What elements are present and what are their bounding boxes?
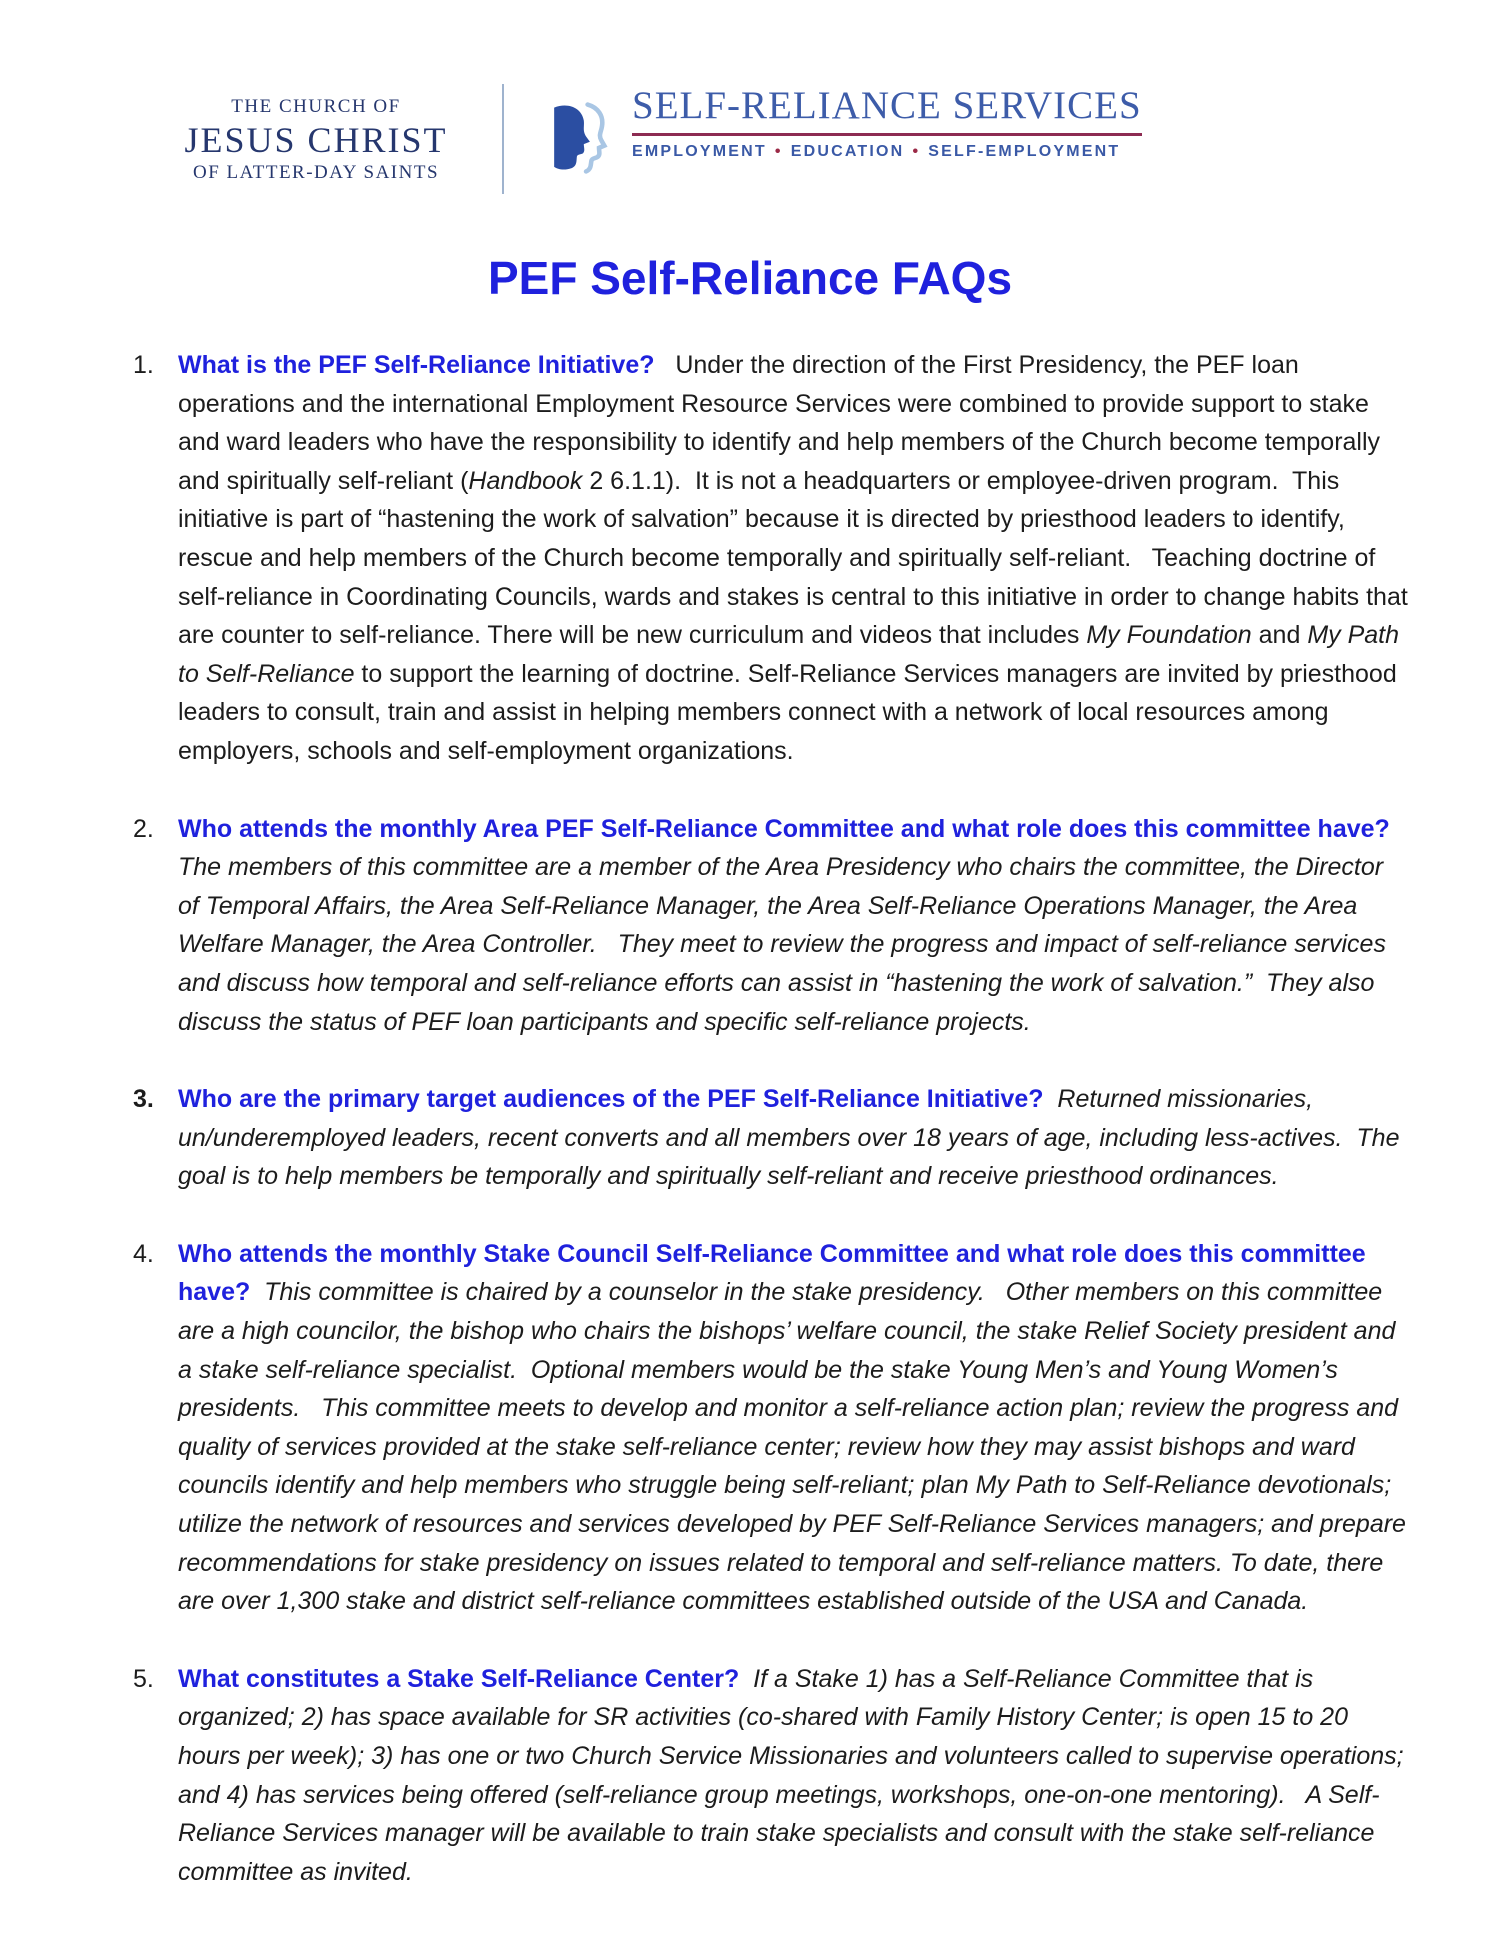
faq-item-text: [178, 810, 1408, 1042]
self-reliance-services-logo: [542, 84, 1142, 176]
tagline-employment: EMPLOYMENT: [632, 143, 767, 160]
faq-item-number: 2.: [133, 814, 154, 843]
faq-item-number: 5.: [133, 1664, 154, 1693]
faq-answer-segment: The members of this committee are a member of the Area Presidency who chairs the committee, the Director of Temporal Affairs, the Area Self-Reliance Manager, the Area Self-Reliance Operations Manager, the Area Welfare Manager, the Area Controller. They meet to review the progress and impact of self-reliance services and discuss how temporal and self-reliance efforts can assist in “hastening the work of salvation.” They also discuss the status of PEF loan participants and specific self-reliance projects.: [178, 814, 1404, 1036]
tagline-bullet: •: [774, 143, 783, 160]
tagline-bullet: •: [912, 143, 921, 160]
faq-item-number: 1.: [133, 351, 154, 379]
faq-question: Who attends the monthly Stake Council Self-Reliance Committee and what role does this committee have?: [178, 1239, 1373, 1307]
faq-answer-segment: My Foundation: [1086, 621, 1252, 650]
faq-item-text: [178, 1235, 1413, 1621]
tagline-self-employment: SELF-EMPLOYMENT: [928, 143, 1121, 160]
faq-list: [0, 346, 1500, 1891]
faq-question: Who attends the monthly Area PEF Self-Reliance Committee and what role does this committee have?: [178, 814, 1390, 843]
faq-item-text: [178, 1660, 1411, 1892]
page-title: PEF Self-Reliance FAQs: [487, 252, 1013, 304]
church-logo: [160, 84, 472, 186]
faq-item: [133, 810, 1408, 1042]
faq-answer-segment: My Path to Self-Reliance: [178, 621, 1406, 688]
self-reliance-logo-text: [632, 84, 1142, 161]
tagline-education: EDUCATION: [790, 143, 905, 160]
self-reliance-logo-title: SELF-RELIANCE SERVICES: [632, 84, 1142, 127]
logo-divider: [502, 84, 504, 194]
faq-answer-segment: Under the direction of the First Presidency, the PEF loan operations and the international Employment Resource Services were combined to provide support to stake and ward leaders who have the responsibility to identify and help members of the Church become temporally and spiritually self-reliant (: [178, 351, 1387, 495]
faq-question: What is the PEF Self-Reliance Initiative?: [178, 351, 655, 379]
faq-item: [133, 1080, 1408, 1196]
faq-item-number: 4.: [133, 1239, 154, 1268]
faq-item: [133, 1235, 1413, 1621]
faq-item: [133, 1660, 1411, 1892]
face-profile-icon: [542, 100, 618, 176]
faq-item-text: [178, 1080, 1408, 1196]
church-logo-line-2: JESUS CHRIST: [184, 120, 448, 160]
faq-answer-segment: If a Stake 1) has a Self-Reliance Committee that is organized; 2) has space available for SR activities (co-shared with Family History Center; is open 15 to 20 hours per week); 3) has one or two Church Service Missionaries and volunteers called to supervise operations; and 4) has services being offered (self-reliance group meetings, workshops, one-on-one mentoring). A Self-Reliance Services manager will be available to train stake specialists and consult with the stake self-reliance committee as invited.: [178, 1664, 1411, 1886]
faq-answer-segment: and: [1251, 621, 1308, 650]
faq-answer-segment: 2 6.1.1). It is not a headquarters or employee-driven program. This initiative is part of “hastening the work of salvation” because it is directed by priesthood leaders to identify, rescue and help members of the Church become temporally and spiritually self-reliant. Teaching doctrine of self-reliance in Coordinating Councils, wards and stakes is central to this initiative in order to change habits that are counter to self-reliance. There will be new curriculum and videos that includes: [178, 466, 1415, 650]
faq-answer-segment: to support the learning of doctrine. Self-Reliance Services managers are invited by priesthood leaders to consult, train and assist in helping members connect with a network of local resources among employers, schools and self-employment organizations.: [178, 659, 1404, 765]
faq-item-number: 3.: [133, 1085, 154, 1114]
document-header: [0, 0, 1500, 194]
church-logo-line-3: OF LATTER-DAY SAINTS: [192, 162, 440, 183]
faq-answer-segment: This committee is chaired by a counselor in the stake presidency. Other members on this committee are a high councilor, the bishop who chairs the bishops’ welfare council, the stake Relief Society president and a stake self-reliance specialist. Optional members would be the stake Young Men’s and Young Women’s presidents. This committee meets to develop and monitor a self-reliance action plan; review the progress and quality of services provided at the stake self-reliance center; review how they may assist bishops and ward councils identify and help members who struggle being self-reliant; plan My Path to Self-Reliance devotionals; utilize the network of resources and services developed by PEF Self-Reliance Services managers; and prepare recommendations for stake presidency on issues related to temporal and self-reliance matters. To date, there are over 1,300 stake and district self-reliance committees established outside of the USA and Canada.: [178, 1278, 1413, 1616]
faq-answer-segment: Handbook: [468, 466, 583, 495]
self-reliance-logo-tagline: [632, 143, 1142, 161]
faq-question: Who are the primary target audiences of the PEF Self-Reliance Initiative?: [178, 1085, 1044, 1114]
faq-item-text: [178, 346, 1415, 771]
church-logo-line-1: THE CHURCH OF: [231, 96, 401, 117]
logo-rule: [632, 133, 1142, 136]
faq-answer-segment: Returned missionaries, un/underemployed leaders, recent converts and all members over 18 years of age, including less-actives. The goal is to help members be temporally and spiritually self-reliant and receive priesthood ordinances.: [178, 1085, 1407, 1191]
faq-item: [133, 346, 1415, 771]
faq-question: What constitutes a Stake Self-Reliance Center?: [178, 1664, 740, 1693]
